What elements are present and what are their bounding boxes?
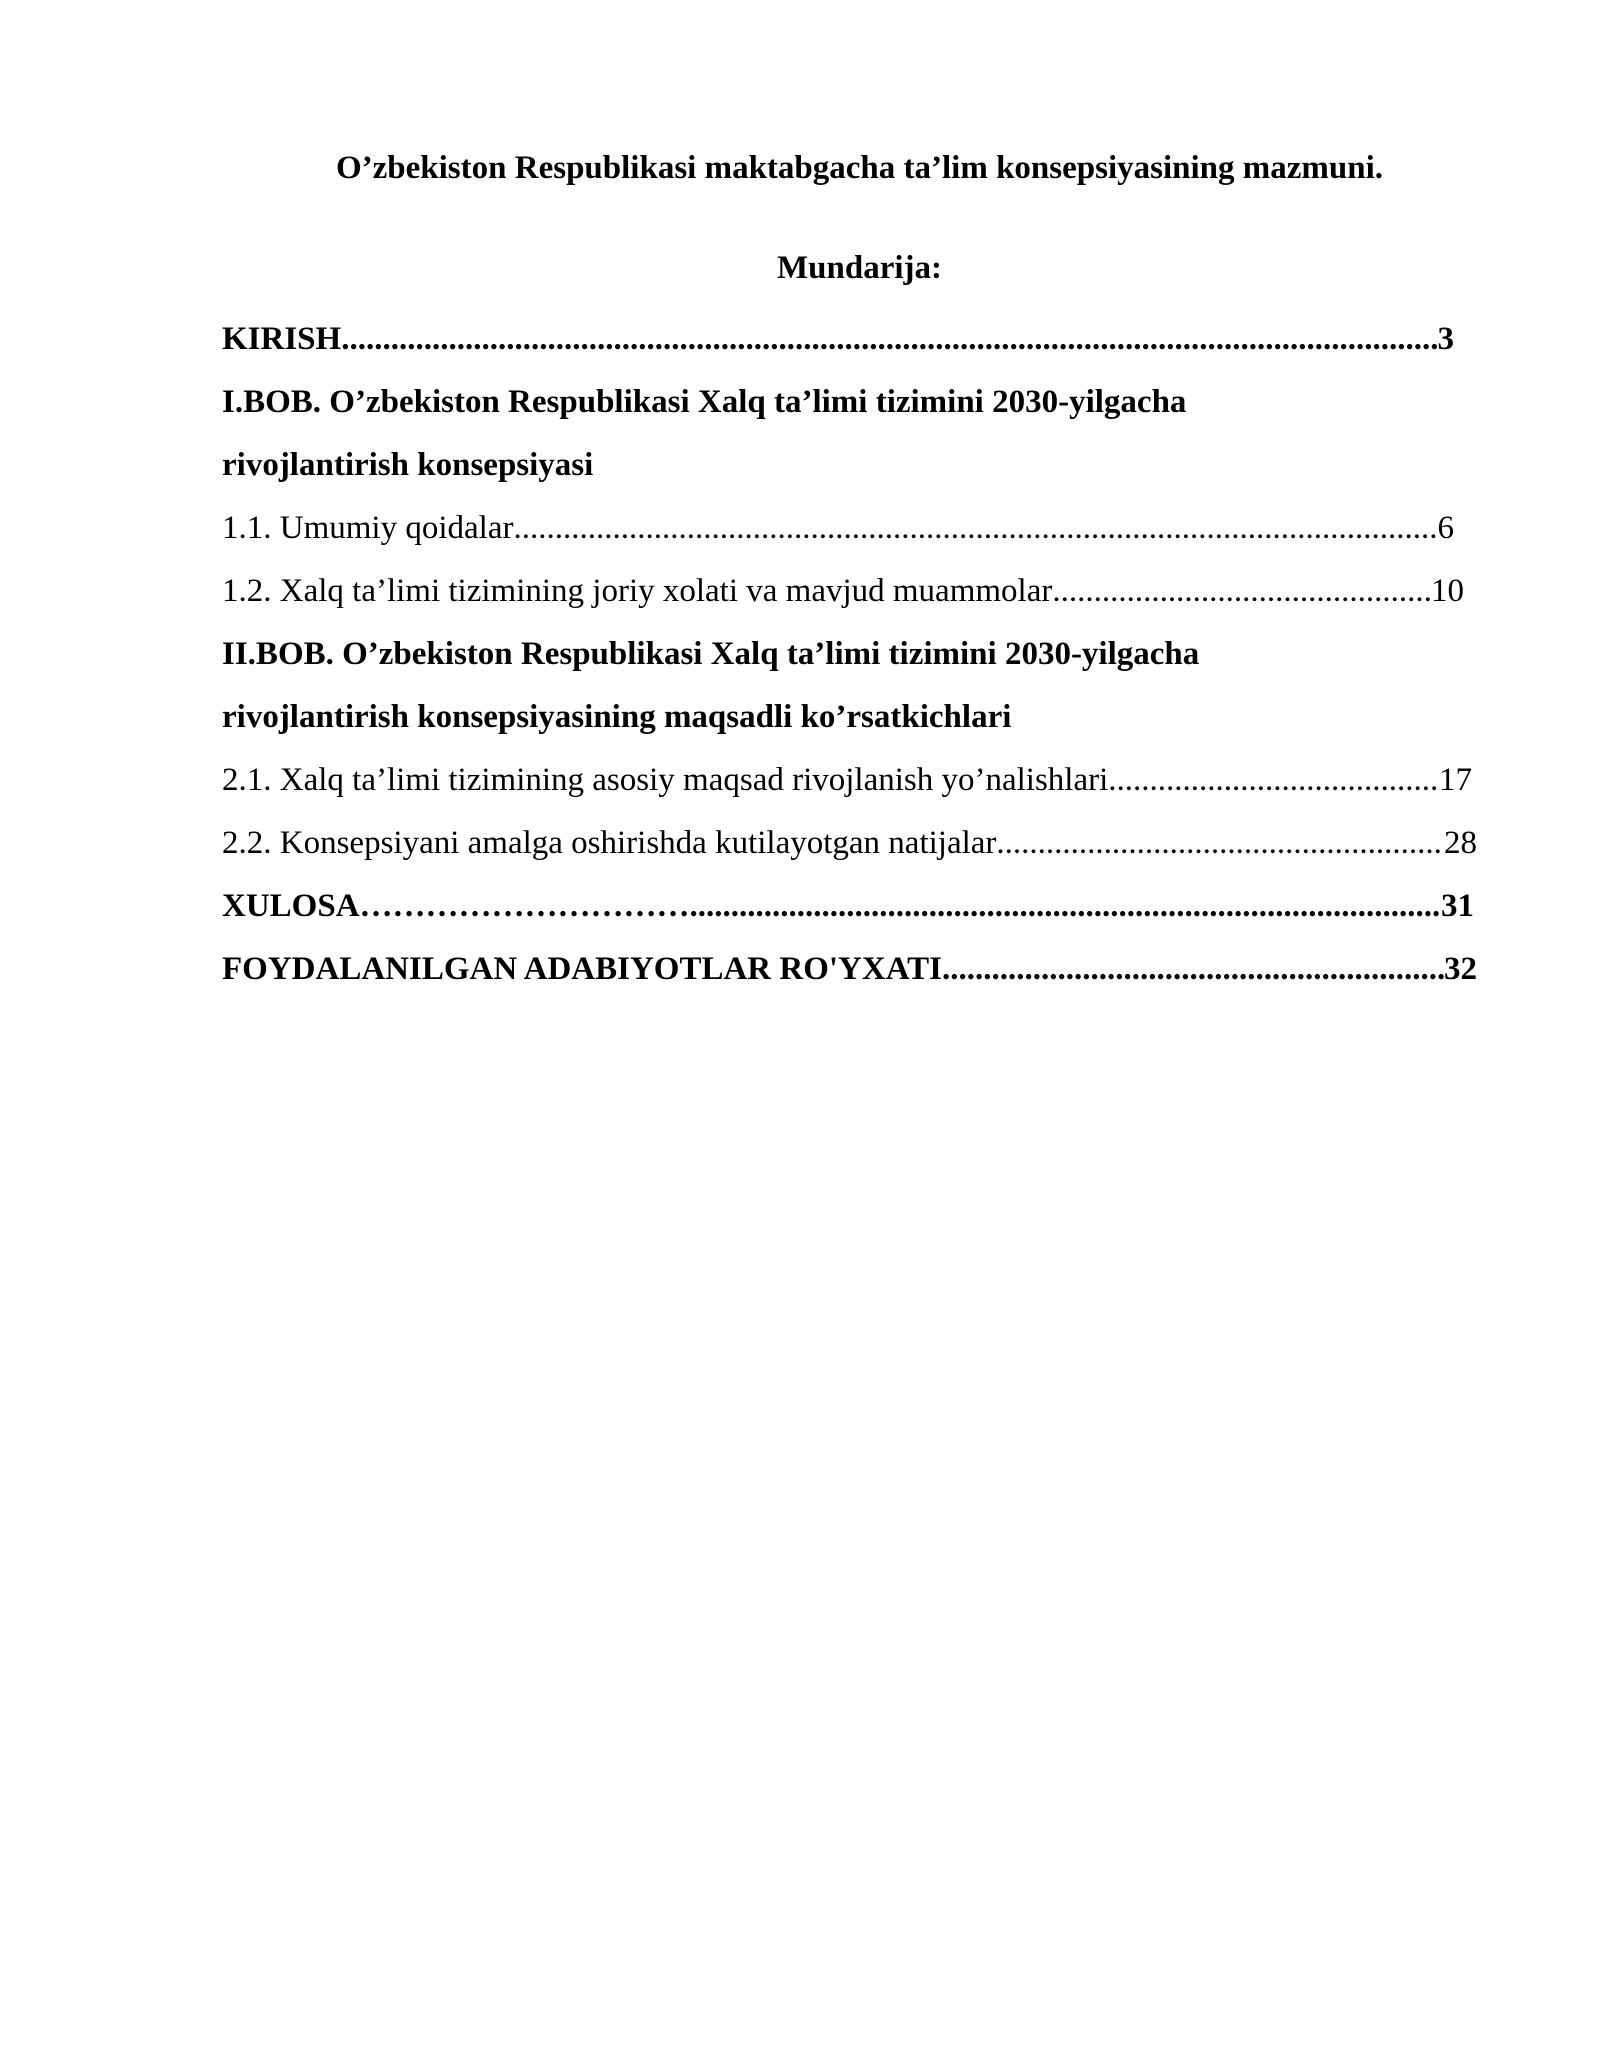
toc-dot-leader [1052,560,1431,623]
toc-entry-references[interactable] [222,938,1477,1001]
toc-entry-label: FOYDALANILGAN ADABIYOTLAR RO'YXATI [222,951,942,987]
toc-chapter-1-line-1[interactable]: I.BOB. O’zbekiston Respublikasi Xalq ta’limi tizimini 2030-yilgacha [222,384,1187,420]
toc-entry-label: 1.1. Umumiy qoidalar [222,510,514,546]
toc-page-number: 6 [1437,510,1454,546]
toc-page-number: 10 [1431,573,1464,609]
toc-dot-leader [942,938,1444,1001]
toc-page-number: 28 [1444,825,1477,861]
document-title: O’zbekiston Respublikasi maktabgacha ta’lim konsepsiyasining mazmuni. [335,150,1384,186]
toc-entry-label: 2.2. Konsepsiyani amalga oshirishda kutilayotgan natijalar [222,825,997,861]
toc-entry-label: 1.2. Xalq ta’limi tizimining joriy xolati va mavjud muammolar [222,573,1053,609]
toc-page-number: 17 [1439,762,1472,798]
toc-entry-2-2[interactable] [222,812,1477,875]
toc-entry-1-2[interactable] [222,560,1464,623]
toc-entry-xulosa[interactable] [222,875,1474,938]
toc-page-number: 31 [1441,888,1474,924]
toc-dot-leader [513,497,1437,560]
toc-ellipsis-leader: ………………………… [359,888,690,924]
toc-chapter-2-line-1[interactable]: II.BOB. O’zbekiston Respublikasi Xalq ta’limi tizimini 2030-yilgacha [222,636,1200,672]
toc-page-number: 3 [1437,321,1454,357]
toc-heading: Mundarija: [777,250,942,286]
toc-page-number: 32 [1444,951,1477,987]
toc-chapter-2-line-2[interactable]: rivojlantirish konsepsiyasining maqsadli ko’rsatkichlari [222,699,1012,735]
toc-entry-kirish[interactable] [222,308,1454,371]
table-of-contents [222,308,1502,1001]
toc-chapter-1-line-2[interactable]: rivojlantirish konsepsiyasi [222,447,594,483]
toc-dot-leader [341,308,1437,371]
toc-entry-label: XULOSA [222,888,360,924]
toc-entry-label: KIRISH [222,321,342,357]
toc-dot-leader [1108,749,1439,812]
toc-entry-2-1[interactable] [222,749,1472,812]
toc-dot-leader [996,812,1444,875]
toc-entry-label: 2.1. Xalq ta’limi tizimining asosiy maqsad rivojlanish yo’nalishlari [222,762,1109,798]
toc-dot-leader [690,875,1441,938]
toc-entry-1-1[interactable] [222,497,1454,560]
